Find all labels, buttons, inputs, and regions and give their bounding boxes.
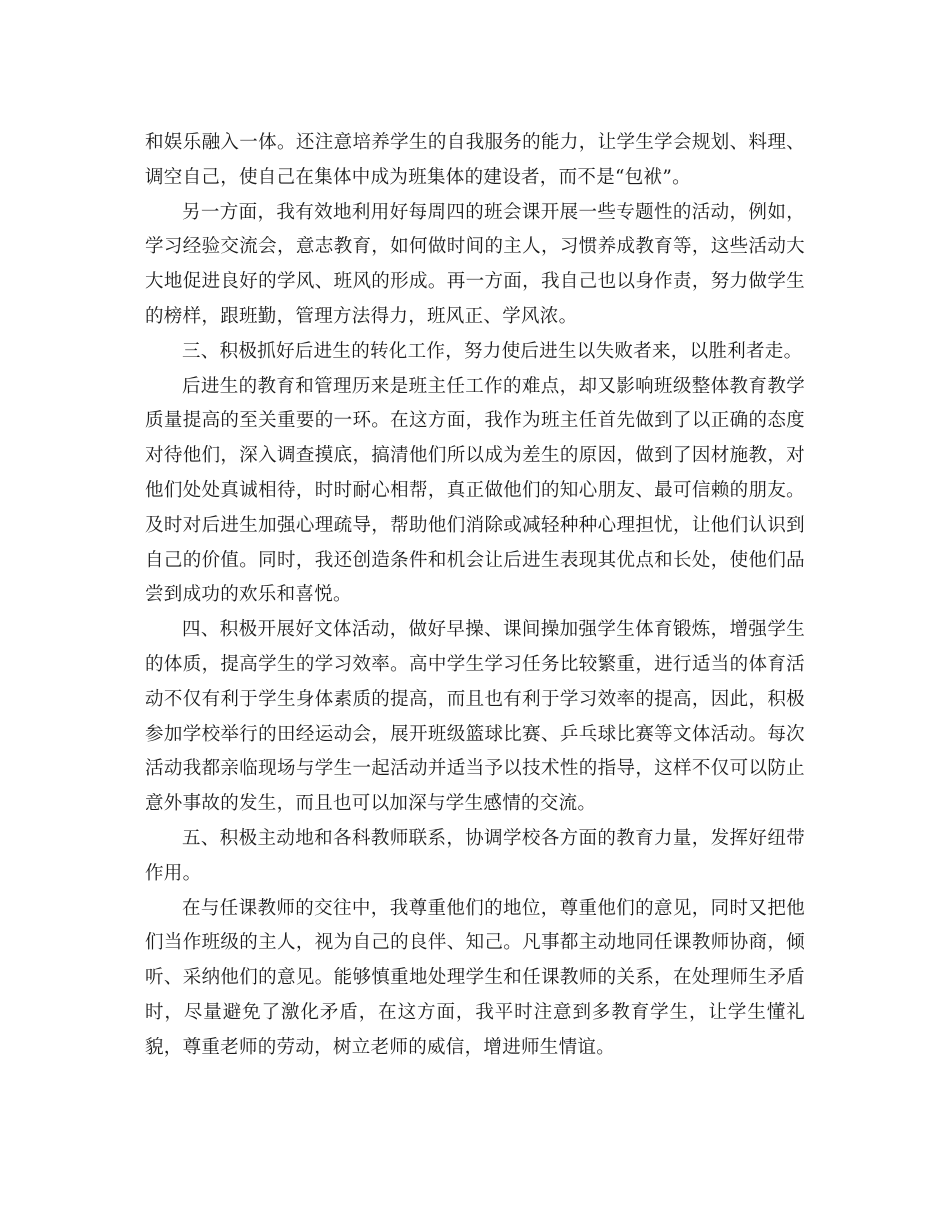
section-heading-five: 五、积极主动地和各科教师联系，协调学校各方面的教育力量，发挥好纽带作用。 (145, 827, 805, 884)
paragraph-struggling-students: 后进生的教育和管理历来是班主任工作的难点，却又影响班级整体教育教学质量提高的至关重要的一环。在这方面，我作为班主任首先做到了以正确的态度对待他们，深入调查摸底，搞清他们所以成为差生的原因，做到了因材施教，对他们处处真诚相待，时时耐心相帮，真正做他们的知心朋友、最可信赖的朋友。及时对后进生加强心理疏导，帮助他们消除或减轻种种心理担忧，让他们认识到自己的价值。同时，我还创造条件和机会让后进生表现其优点和长处，使他们品尝到成功的欢乐和喜悦。 (145, 375, 805, 606)
section-heading-four: 四、积极开展好文体活动，做好早操、课间操加强学生体育锻炼，增强学生的体质，提高学生的学习效率。高中学生学习任务比较繁重，进行适当的体育活动不仅有利于学生身体素质的提高，而且也有利于学习效率的提高，因此，积极参加学校举行的田经运动会，展开班级篮球比赛、乒乓球比赛等文体活动。每次活动我都亲临现场与学生一起活动并适当予以技术性的指导，这样不仅可以防止意外事故的发生，而且也可以加深与学生感情的交流。 (145, 619, 805, 815)
paragraph-teacher-relations: 在与任课教师的交往中，我尊重他们的地位，尊重他们的意见，同时又把他们当作班级的主人，视为自己的良伴、知己。凡事都主动地同任课教师协商，倾听、采纳他们的意见。能够慎重地处理学生和任课教师的关系，在处理师生矛盾时，尽量避免了激化矛盾，在这方面，我平时注意到多教育学生，让学生懂礼貌，尊重老师的劳动，树立老师的威信，增进师生情谊。 (145, 897, 805, 1058)
section-heading-three: 三、积极抓好后进生的转化工作，努力使后进生以失败者来，以胜利者走。 (182, 340, 803, 362)
paragraph-class-meeting: 另一方面，我有效地利用好每周四的班会课开展一些专题性的活动，例如，学习经验交流会，意志教育，如何做时间的主人，习惯养成教育等，这些活动大大地促进良好的学风、班风的形成。再一方面，我自己也以身作责，努力做学生的榜样，跟班勤，管理方法得力，班风正、学风浓。 (145, 201, 805, 327)
document-body (145, 126, 805, 1066)
paragraph-continued: 和娱乐融入一体。还注意培养学生的自我服务的能力，让学生学会规划、料理、调空自己，使自己在集体中成为班集体的建设者，而不是“包袱”。 (145, 132, 805, 188)
